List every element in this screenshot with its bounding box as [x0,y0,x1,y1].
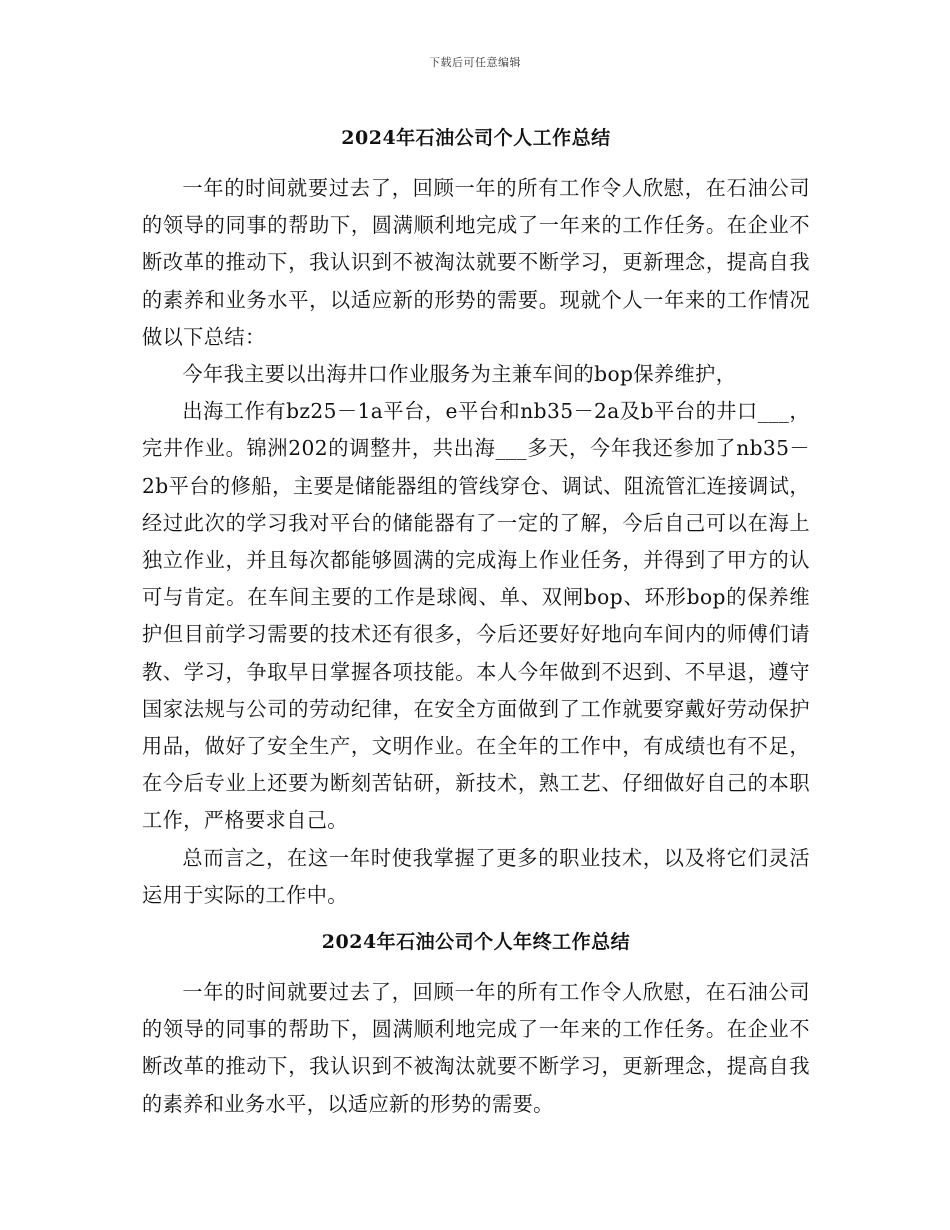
paragraph: 一年的时间就要过去了，回顾一年的所有工作令人欣慰，在石油公司的领导的同事的帮助下，圆满顺利地完成了一年来的工作任务。在企业不断改革的推动下，我认识到不被淘汰就要不断学习，更新理念，提高自我的素养和业务水平，以适应新的形势的需要。现就个人一年来的工作情况做以下总结： [142,176,810,349]
paragraph: 一年的时间就要过去了，回顾一年的所有工作令人欣慰，在石油公司的领导的同事的帮助下，圆满顺利地完成了一年来的工作任务。在企业不断改革的推动下，我认识到不被淘汰就要不断学习，更新理念，提高自我的素养和业务水平，以适应新的形势的需要。 [142,980,810,1116]
paragraph: 出海工作有bz25－1a平台，e平台和nb35－2a及b平台的井口___，完井作业。锦洲202的调整井，共出海___多天，今年我还参加了nb35－2b平台的修船，主要是储能器组的管线穿仓、调试、阻流管汇连接调试，经过此次的学习我对平台的储能器有了一定的了解，今后自己可以在海上独立作业，并且每次都能够圆满的完成海上作业任务，并得到了甲方的认可与肯定。在车间主要的工作是球阀、单、双闸bop、环形bop的保养维护但目前学习需要的技术还有很多，今后还要好好地向车间内的师傅们请教、学习，争取早日掌握各项技能。本人今年做到不迟到、不早退，遵守国家法规与公司的劳动纪律，在安全方面做到了工作就要穿戴好劳动保护用品，做好了安全生产，文明作业。在全年的工作中，有成绩也有不足，在今后专业上还要为断刻苦钻研，新技术，熟工艺、仔细做好自己的本职工作，严格要求自己。 [142,399,810,833]
paragraph: 总而言之，在这一年时使我掌握了更多的职业技术，以及将它们灵活运用于实际的工作中。 [142,845,810,907]
document-body [142,124,810,1123]
paragraph: 今年我主要以出海井口作业服务为主兼车间的bop保养维护， [182,362,737,387]
document-title: 2024年石油公司个人工作总结 [341,127,611,149]
page-header-note: 下载后可任意编辑 [429,56,521,69]
section-title: 2024年石油公司个人年终工作总结 [321,931,631,954]
